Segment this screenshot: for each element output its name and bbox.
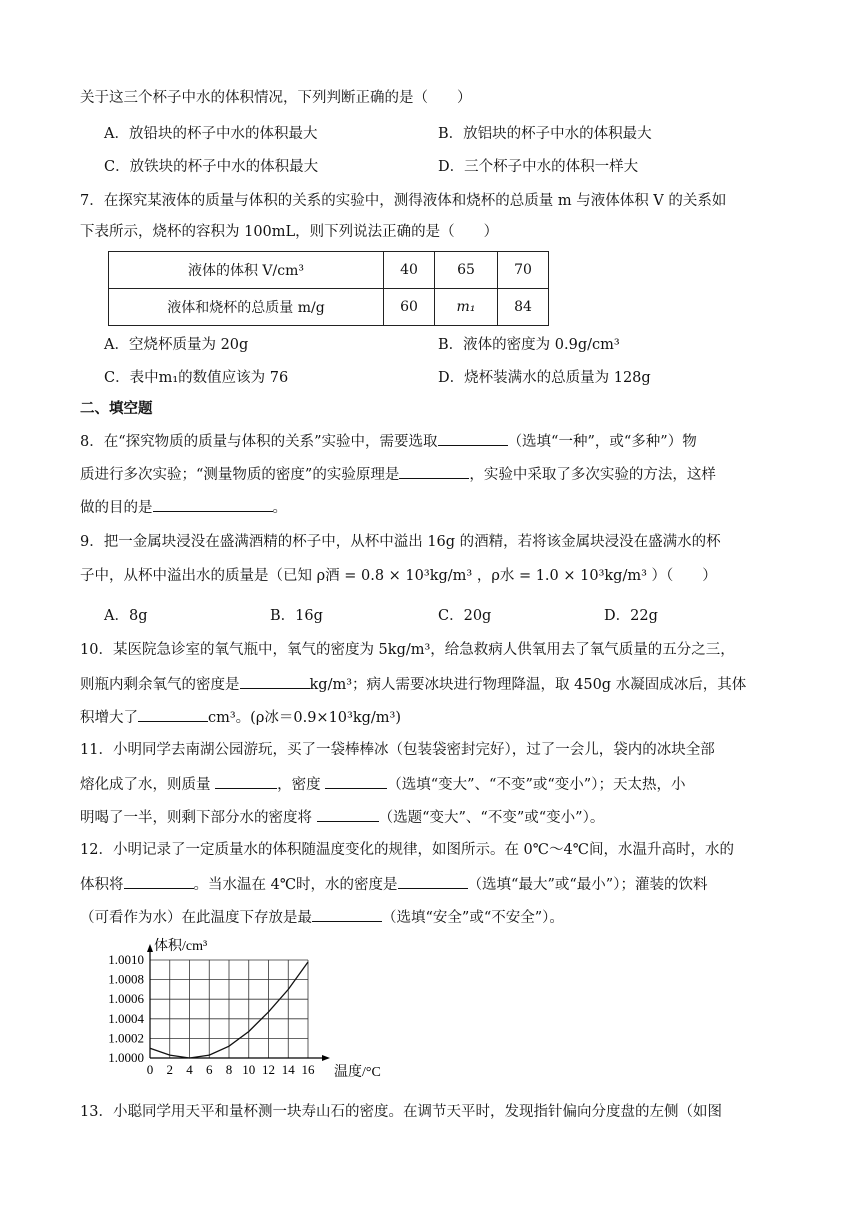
q8-text: 8．在“探究物质的质量与体积的关系”实验中，需要选取 <box>80 434 438 450</box>
x-tick-label: 16 <box>301 1062 315 1077</box>
y-tick-label: 1.0004 <box>108 1010 144 1026</box>
q11-line1: 11．小明同学去南湖公园游玩，买了一袋棒棒冰（包装袋密封完好），过了一会儿，袋内的冰块全部 <box>80 742 715 758</box>
x-tick-label: 10 <box>242 1062 256 1077</box>
q6-option-c[interactable]: C．放铁块的杯子中水的体积最大 <box>104 159 319 175</box>
answer-blank[interactable] <box>124 873 194 889</box>
table-cell: 60 <box>384 289 435 326</box>
q7-option-b[interactable]: B．液体的密度为 0.9g/cm³ <box>438 337 620 353</box>
table-row <box>109 252 549 289</box>
q13-line1: 13．小聪同学用天平和量杯测一块寿山石的密度。在调节天平时，发现指针偏向分度盘的左侧（如图 <box>80 1104 722 1120</box>
x-tick-label: 14 <box>281 1062 295 1077</box>
y-tick-label: 1.0002 <box>108 1030 144 1046</box>
q7-option-a[interactable]: A．空烧杯质量为 20g <box>104 337 249 353</box>
q10-line2 <box>80 673 746 695</box>
answer-blank[interactable] <box>312 906 382 922</box>
q8-text: 。 <box>272 500 287 516</box>
q10-text: kg/m³；病人需要冰块进行物理降温，取 450g 水凝固成冰后，其体 <box>309 677 747 693</box>
q7-stem-line1: 7．在探究某液体的质量与体积的关系的实验中，测得液体和烧杯的总质量 m 与液体体积 V 的关系如 <box>80 193 727 209</box>
table-cell: 84 <box>498 289 549 326</box>
q9-line2: 子中，从杯中溢出水的质量是（已知 ρ酒 = 0.8 × 10³kg/m³ ，ρ水 = 1.0 × 10³kg/m³ ）（ ） <box>80 568 717 584</box>
q11-line2 <box>80 773 685 795</box>
q12-text: （选填“安全”或“不安全”）。 <box>382 910 564 926</box>
q9-option-a[interactable]: A．8g <box>104 608 148 624</box>
chart-svg <box>96 934 396 1084</box>
q8-text: 做的目的是 <box>80 500 153 516</box>
q11-text: （选题“变大”、“不变”或“变小”）。 <box>378 810 605 826</box>
answer-blank[interactable] <box>438 430 508 446</box>
q8-text: 质进行多次实验；“测量物质的密度”的实验原理是 <box>80 467 400 483</box>
table-cell: 70 <box>498 252 549 289</box>
table-cell-label: 液体的体积 V/cm³ <box>109 252 384 289</box>
table-cell: 65 <box>435 252 498 289</box>
table-cell: 40 <box>384 252 435 289</box>
q8-line1 <box>80 430 697 452</box>
x-tick-label: 8 <box>225 1062 233 1077</box>
q12-line2 <box>80 873 707 895</box>
q10-text: 则瓶内剩余氧气的密度是 <box>80 677 240 693</box>
q9-option-d[interactable]: D．22g <box>604 608 658 624</box>
answer-blank[interactable] <box>398 873 468 889</box>
q8-text: （选填“一种”，或“多种”）物 <box>507 434 697 450</box>
q12-text: （选填“最大”或“最小”）；灌装的饮料 <box>467 877 708 893</box>
q9-option-b[interactable]: B．16g <box>270 608 323 624</box>
table-cell: m₁ <box>435 289 498 326</box>
q8-line3 <box>80 496 287 518</box>
y-axis-arrow <box>147 944 153 952</box>
q6-option-b[interactable]: B．放铝块的杯子中水的体积最大 <box>438 126 652 142</box>
q11-text: ，密度 <box>277 777 326 793</box>
q10-text: cm³。(ρ冰＝0.9×10³kg/m³) <box>208 710 402 726</box>
q6-option-a[interactable]: A．放铅块的杯子中水的体积最大 <box>104 126 318 142</box>
answer-blank[interactable] <box>240 673 310 689</box>
q10-line1: 10．某医院急诊室的氧气瓶中，氧气的密度为 5kg/m³，给急救病人供氧用去了氧气质量的五分之三， <box>80 642 735 658</box>
q7-stem-line2: 下表所示，烧杯的容积为 100mL，则下列说法正确的是（ ） <box>80 224 499 240</box>
q8-text: ，实验中采取了多次实验的方法，这样 <box>469 467 716 483</box>
q10-text: 积增大了 <box>80 710 138 726</box>
x-tick-label: 2 <box>166 1062 173 1077</box>
x-axis-label: 温度/°C <box>334 1065 381 1080</box>
q11-line3 <box>80 806 604 828</box>
q9-option-c[interactable]: C．20g <box>438 608 492 624</box>
section-title: 二、填空题 <box>80 401 153 417</box>
y-axis-label: 体积/cm³ <box>154 939 208 954</box>
y-tick-label: 1.0008 <box>108 971 144 987</box>
q12-text: 体积将 <box>80 877 124 893</box>
y-tick-label: 1.0000 <box>108 1050 144 1065</box>
table-cell-label: 液体和烧杯的总质量 m/g <box>109 289 384 326</box>
q10-line3 <box>80 706 401 728</box>
answer-blank[interactable] <box>215 773 277 789</box>
x-tick-label: 4 <box>186 1062 193 1077</box>
q12-text: 。当水温在 4℃时，水的密度是 <box>193 877 398 893</box>
q7-option-d[interactable]: D．烧杯装满水的总质量为 128g <box>438 370 651 386</box>
q12-line1: 12．小明记录了一定质量水的体积随温度变化的规律，如图所示。在 0℃～4℃间，水温升高时，水的 <box>80 842 734 858</box>
q7-option-c[interactable]: C．表中m₁的数值应该为 76 <box>104 370 289 386</box>
x-tick-label: 12 <box>262 1062 275 1077</box>
q8-line2 <box>80 463 716 485</box>
q6-option-d[interactable]: D．三个杯子中水的体积一样大 <box>438 159 639 175</box>
y-tick-label: 1.0006 <box>108 991 144 1007</box>
q12-line3 <box>80 906 564 928</box>
q11-text: （选填“变大”、“不变”或“变小”）；天太热，小 <box>387 777 686 793</box>
q9-line1: 9．把一金属块浸没在盛满酒精的杯子中，从杯中溢出 16g 的酒精，若将该金属块浸没在盛满水的杯 <box>80 534 721 550</box>
answer-blank[interactable] <box>317 806 379 822</box>
x-axis-arrow <box>322 1055 330 1061</box>
q7-data-table <box>108 251 549 326</box>
volume-temperature-chart <box>96 934 396 1084</box>
q6-stem: 关于这三个杯子中水的体积情况，下列判断正确的是（ ） <box>80 90 472 106</box>
q11-text: 熔化成了水，则质量 <box>80 777 216 793</box>
q12-text: （可看作为水）在此温度下存放是最 <box>80 910 312 926</box>
x-tick-label: 6 <box>206 1062 213 1077</box>
answer-blank[interactable] <box>138 706 208 722</box>
table-row <box>109 289 549 326</box>
x-tick-label: 0 <box>146 1062 154 1077</box>
answer-blank[interactable] <box>153 496 273 512</box>
q11-text: 明喝了一半，则剩下部分水的密度将 <box>80 810 317 826</box>
answer-blank[interactable] <box>399 463 469 479</box>
y-tick-label: 1.0010 <box>108 952 144 967</box>
answer-blank[interactable] <box>325 773 387 789</box>
